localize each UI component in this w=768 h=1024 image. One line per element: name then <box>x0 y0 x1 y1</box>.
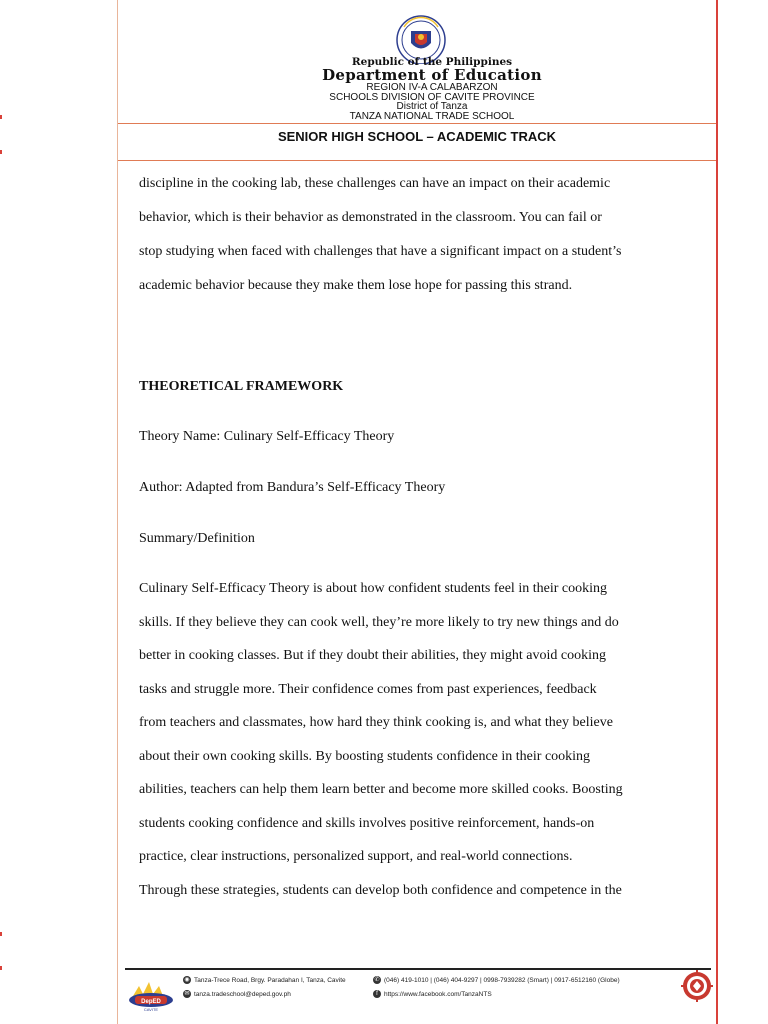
page-margin-line-right <box>716 0 718 1024</box>
facebook-icon: f <box>373 990 381 998</box>
margin-tick <box>0 932 2 936</box>
footer-facebook: https://www.facebook.com/TanzaNTS <box>384 990 492 998</box>
summary-line: better in cooking classes. But if they doubt their abilities, they might avoid cooking <box>139 648 606 663</box>
header-republic: Republic of the Philippines <box>351 56 513 68</box>
footer-phones: (046) 419-1010 | (046) 404-9297 | 0998-7939282 (Smart) | 0917-6512160 (Globe) <box>384 976 620 984</box>
body-line: stop studying when faced with challenges that have a significant impact on a student’s <box>139 244 622 259</box>
summary-line: about their own cooking skills. By boosting students confidence in their cooking <box>139 749 591 764</box>
school-gear-logo-icon <box>681 970 713 1002</box>
margin-tick <box>0 150 2 154</box>
phone-icon: ✆ <box>374 977 380 983</box>
summary-line: practice, clear instructions, personalized support, and real-world connections. <box>139 849 573 864</box>
header-text-block <box>282 56 582 121</box>
header-department: Department of Education <box>322 66 542 84</box>
footer-email: tanza.tradeschool@deped.gov.ph <box>194 990 291 998</box>
theory-name: Theory Name: Culinary Self-Efficacy Theory <box>139 429 395 444</box>
body-line: academic behavior because they make them lose hope for passing this strand. <box>139 278 573 293</box>
summary-line: abilities, teachers can help them learn better and become more skilled cooks. Boosting <box>139 782 623 797</box>
body-line: behavior, which is their behavior as demonstrated in the classroom. You can fail or <box>139 210 602 225</box>
header-school: TANZA NATIONAL TRADE SCHOOL <box>349 110 515 122</box>
track-title: SENIOR HIGH SCHOOL – ACADEMIC TRACK <box>277 129 557 144</box>
header-division: SCHOOLS DIVISION OF CAVITE PROVINCE <box>329 91 535 103</box>
summary-line: students cooking confidence and skills involves positive reinforcement, hands-on <box>139 816 595 831</box>
margin-tick <box>0 966 2 970</box>
footer-phone-row <box>373 976 620 984</box>
location-pin-icon: ◉ <box>184 977 190 983</box>
track-divider <box>118 160 716 161</box>
footer-facebook-row <box>373 990 492 998</box>
theory-author: Author: Adapted from Bandura’s Self-Efficacy Theory <box>139 480 446 495</box>
header-divider <box>118 123 716 124</box>
page-margin-line-left <box>117 0 118 1024</box>
summary-line: skills. If they believe they can cook well, they’re more likely to try new things and do <box>139 615 619 630</box>
footer-address: Tanza-Trece Road, Brgy. Paradahan I, Tanza, Cavite <box>194 976 346 984</box>
summary-line: Culinary Self-Efficacy Theory is about how confident students feel in their cooking <box>139 581 607 596</box>
header-region: REGION IV-A CALABARZON <box>366 82 498 93</box>
svg-text:DepED: DepED <box>141 999 161 1005</box>
email-icon: ✉ <box>184 991 190 997</box>
deped-cavite-logo-icon <box>125 974 177 1014</box>
summary-line: from teachers and classmates, how hard they think cooking is, and what they believe <box>139 715 613 730</box>
body-line: discipline in the cooking lab, these challenges can have an impact on their academic <box>139 176 611 191</box>
footer-address-row <box>183 976 346 984</box>
summary-line: tasks and struggle more. Their confidence comes from past experiences, feedback <box>139 682 597 697</box>
summary-label: Summary/Definition <box>139 531 255 546</box>
section-heading: THEORETICAL FRAMEWORK <box>139 379 344 394</box>
margin-tick <box>0 115 2 119</box>
footer-email-row <box>183 990 291 998</box>
svg-text:CAVITE: CAVITE <box>143 1007 159 1012</box>
header-district: District of Tanza <box>396 101 468 112</box>
footer <box>125 970 711 1024</box>
summary-line: Through these strategies, students can develop both confidence and competence in the <box>139 883 622 898</box>
